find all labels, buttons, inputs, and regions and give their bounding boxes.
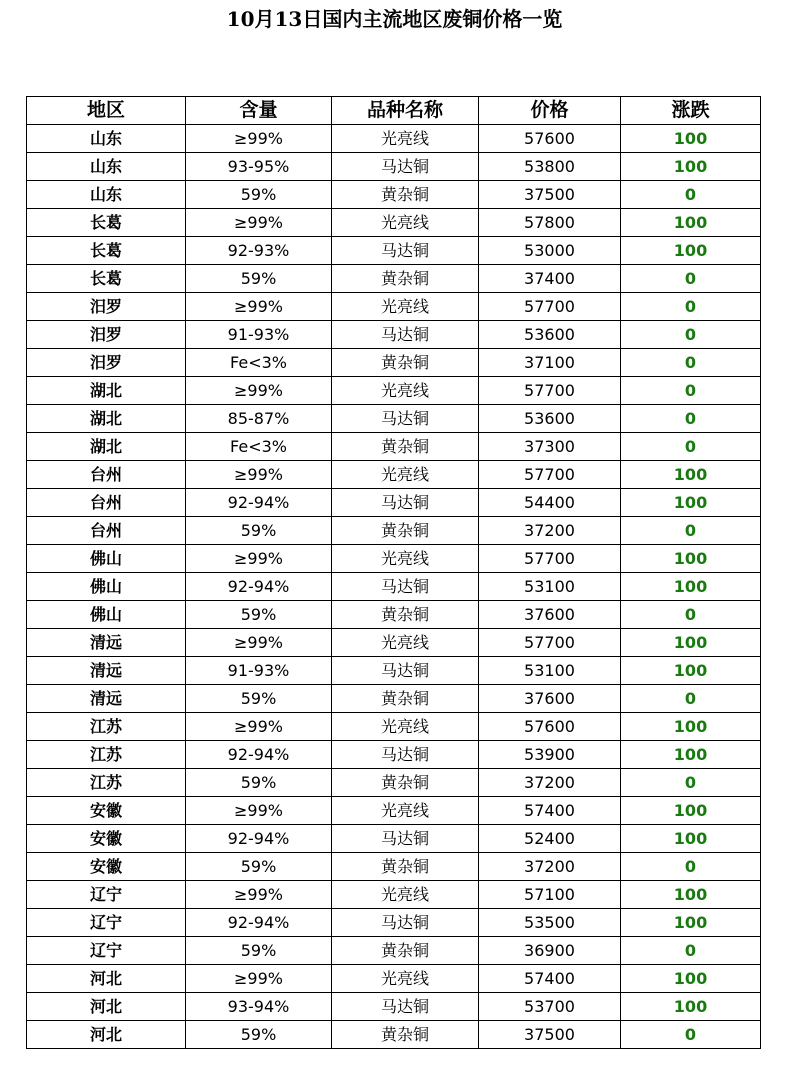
cell-price: 37200: [479, 769, 621, 797]
cell-content: Fe<3%: [186, 433, 332, 461]
header-variety: 品种名称: [332, 97, 479, 125]
cell-price: 53500: [479, 909, 621, 937]
table-row: [27, 853, 761, 881]
table-row: [27, 209, 761, 237]
cell-content: Fe<3%: [186, 349, 332, 377]
cell-content: ≥99%: [186, 461, 332, 489]
table-row: [27, 153, 761, 181]
cell-price: 54400: [479, 489, 621, 517]
table-row: [27, 545, 761, 573]
cell-change: 0: [621, 1021, 761, 1049]
cell-region: 辽宁: [27, 937, 186, 965]
cell-content: 93-95%: [186, 153, 332, 181]
cell-content: ≥99%: [186, 713, 332, 741]
cell-region: 湖北: [27, 405, 186, 433]
cell-price: 53900: [479, 741, 621, 769]
cell-region: 江苏: [27, 769, 186, 797]
table-row: [27, 1021, 761, 1049]
table-row: [27, 349, 761, 377]
cell-content: 91-93%: [186, 321, 332, 349]
cell-region: 湖北: [27, 377, 186, 405]
cell-price: 53100: [479, 657, 621, 685]
cell-price: 37600: [479, 601, 621, 629]
table-row: [27, 237, 761, 265]
cell-content: 59%: [186, 181, 332, 209]
cell-price: 37400: [479, 265, 621, 293]
cell-content: ≥99%: [186, 293, 332, 321]
cell-content: ≥99%: [186, 629, 332, 657]
table-row: [27, 377, 761, 405]
cell-price: 57100: [479, 881, 621, 909]
table-row: [27, 741, 761, 769]
cell-price: 53100: [479, 573, 621, 601]
cell-region: 河北: [27, 965, 186, 993]
cell-price: 37500: [479, 1021, 621, 1049]
cell-region: 湖北: [27, 433, 186, 461]
cell-change: 0: [621, 181, 761, 209]
cell-change: 100: [621, 965, 761, 993]
cell-content: 59%: [186, 853, 332, 881]
cell-content: 59%: [186, 937, 332, 965]
cell-change: 100: [621, 825, 761, 853]
cell-variety: 光亮线: [332, 713, 479, 741]
cell-price: 37200: [479, 853, 621, 881]
header-change: 涨跌: [621, 97, 761, 125]
cell-region: 江苏: [27, 713, 186, 741]
cell-content: 92-94%: [186, 573, 332, 601]
cell-price: 57800: [479, 209, 621, 237]
cell-price: 53800: [479, 153, 621, 181]
table-row: [27, 965, 761, 993]
cell-variety: 黄杂铜: [332, 601, 479, 629]
header-content: 含量: [186, 97, 332, 125]
cell-region: 山东: [27, 181, 186, 209]
cell-region: 江苏: [27, 741, 186, 769]
cell-change: 100: [621, 237, 761, 265]
cell-change: 100: [621, 573, 761, 601]
cell-change: 0: [621, 321, 761, 349]
cell-content: 59%: [186, 517, 332, 545]
cell-variety: 马达铜: [332, 825, 479, 853]
cell-change: 100: [621, 489, 761, 517]
cell-content: ≥99%: [186, 377, 332, 405]
cell-price: 53700: [479, 993, 621, 1021]
cell-content: 59%: [186, 265, 332, 293]
cell-change: 100: [621, 657, 761, 685]
cell-variety: 黄杂铜: [332, 1021, 479, 1049]
cell-variety: 马达铜: [332, 573, 479, 601]
cell-price: 57600: [479, 125, 621, 153]
cell-price: 37200: [479, 517, 621, 545]
cell-change: 100: [621, 881, 761, 909]
cell-region: 河北: [27, 1021, 186, 1049]
cell-region: 山东: [27, 125, 186, 153]
table-row: [27, 321, 761, 349]
cell-content: 92-94%: [186, 825, 332, 853]
cell-variety: 黄杂铜: [332, 769, 479, 797]
cell-change: 0: [621, 265, 761, 293]
cell-region: 安徽: [27, 853, 186, 881]
table-body: [27, 125, 761, 1049]
cell-variety: 马达铜: [332, 153, 479, 181]
table-row: [27, 461, 761, 489]
cell-change: 0: [621, 433, 761, 461]
cell-content: ≥99%: [186, 545, 332, 573]
cell-region: 台州: [27, 461, 186, 489]
cell-change: 0: [621, 685, 761, 713]
cell-change: 0: [621, 293, 761, 321]
cell-change: 0: [621, 601, 761, 629]
cell-region: 辽宁: [27, 881, 186, 909]
cell-variety: 黄杂铜: [332, 937, 479, 965]
cell-variety: 马达铜: [332, 237, 479, 265]
cell-variety: 光亮线: [332, 125, 479, 153]
cell-content: ≥99%: [186, 965, 332, 993]
cell-content: 59%: [186, 769, 332, 797]
cell-variety: 光亮线: [332, 881, 479, 909]
cell-variety: 光亮线: [332, 209, 479, 237]
cell-price: 57600: [479, 713, 621, 741]
cell-price: 57700: [479, 545, 621, 573]
cell-change: 100: [621, 629, 761, 657]
table-row: [27, 629, 761, 657]
cell-region: 辽宁: [27, 909, 186, 937]
cell-variety: 马达铜: [332, 741, 479, 769]
cell-content: ≥99%: [186, 209, 332, 237]
cell-content: 59%: [186, 1021, 332, 1049]
cell-price: 57700: [479, 629, 621, 657]
cell-variety: 黄杂铜: [332, 265, 479, 293]
cell-price: 37500: [479, 181, 621, 209]
cell-region: 清远: [27, 657, 186, 685]
cell-change: 100: [621, 909, 761, 937]
copper-price-table: [26, 96, 761, 1049]
cell-variety: 黄杂铜: [332, 685, 479, 713]
cell-change: 100: [621, 125, 761, 153]
cell-region: 长葛: [27, 237, 186, 265]
table-row: [27, 125, 761, 153]
table-row: [27, 573, 761, 601]
cell-region: 汨罗: [27, 321, 186, 349]
cell-content: 91-93%: [186, 657, 332, 685]
cell-change: 100: [621, 153, 761, 181]
cell-region: 佛山: [27, 573, 186, 601]
cell-variety: 黄杂铜: [332, 853, 479, 881]
cell-region: 长葛: [27, 265, 186, 293]
cell-region: 清远: [27, 629, 186, 657]
cell-change: 100: [621, 797, 761, 825]
table-row: [27, 797, 761, 825]
cell-variety: 黄杂铜: [332, 433, 479, 461]
cell-price: 57700: [479, 461, 621, 489]
cell-region: 台州: [27, 517, 186, 545]
table-header-row: [27, 97, 761, 125]
cell-variety: 马达铜: [332, 489, 479, 517]
cell-variety: 光亮线: [332, 545, 479, 573]
cell-variety: 黄杂铜: [332, 181, 479, 209]
table-row: [27, 909, 761, 937]
cell-change: 100: [621, 209, 761, 237]
cell-region: 长葛: [27, 209, 186, 237]
cell-variety: 光亮线: [332, 629, 479, 657]
cell-change: 0: [621, 517, 761, 545]
table-row: [27, 685, 761, 713]
cell-change: 0: [621, 377, 761, 405]
page-title: 10月13日国内主流地区废铜价格一览: [226, 7, 563, 31]
cell-region: 佛山: [27, 601, 186, 629]
cell-change: 100: [621, 461, 761, 489]
cell-content: 59%: [186, 601, 332, 629]
table-row: [27, 993, 761, 1021]
table-row: [27, 713, 761, 741]
cell-variety: 黄杂铜: [332, 517, 479, 545]
cell-variety: 黄杂铜: [332, 349, 479, 377]
cell-change: 0: [621, 769, 761, 797]
cell-region: 佛山: [27, 545, 186, 573]
cell-content: 92-94%: [186, 909, 332, 937]
cell-variety: 光亮线: [332, 797, 479, 825]
table-row: [27, 601, 761, 629]
table-row: [27, 825, 761, 853]
cell-content: 92-93%: [186, 237, 332, 265]
table-row: [27, 657, 761, 685]
cell-price: 57700: [479, 377, 621, 405]
cell-content: 93-94%: [186, 993, 332, 1021]
cell-variety: 马达铜: [332, 321, 479, 349]
cell-price: 37600: [479, 685, 621, 713]
header-region: 地区: [27, 97, 186, 125]
cell-content: ≥99%: [186, 797, 332, 825]
cell-region: 安徽: [27, 797, 186, 825]
table-row: [27, 937, 761, 965]
cell-region: 台州: [27, 489, 186, 517]
cell-change: 0: [621, 853, 761, 881]
cell-change: 100: [621, 545, 761, 573]
cell-price: 57700: [479, 293, 621, 321]
cell-price: 37300: [479, 433, 621, 461]
table-row: [27, 517, 761, 545]
cell-price: 57400: [479, 797, 621, 825]
cell-variety: 马达铜: [332, 993, 479, 1021]
table-row: [27, 769, 761, 797]
cell-content: 85-87%: [186, 405, 332, 433]
cell-price: 57400: [479, 965, 621, 993]
cell-region: 山东: [27, 153, 186, 181]
cell-price: 37100: [479, 349, 621, 377]
table-row: [27, 433, 761, 461]
table-row: [27, 181, 761, 209]
cell-variety: 光亮线: [332, 377, 479, 405]
cell-region: 安徽: [27, 825, 186, 853]
cell-change: 0: [621, 937, 761, 965]
cell-content: ≥99%: [186, 125, 332, 153]
cell-price: 53600: [479, 405, 621, 433]
cell-variety: 光亮线: [332, 965, 479, 993]
cell-price: 53600: [479, 321, 621, 349]
cell-variety: 马达铜: [332, 909, 479, 937]
cell-region: 清远: [27, 685, 186, 713]
cell-price: 53000: [479, 237, 621, 265]
header-price: 价格: [479, 97, 621, 125]
cell-region: 河北: [27, 993, 186, 1021]
table-row: [27, 489, 761, 517]
table-row: [27, 293, 761, 321]
cell-variety: 马达铜: [332, 657, 479, 685]
cell-region: 汨罗: [27, 293, 186, 321]
cell-price: 52400: [479, 825, 621, 853]
cell-variety: 光亮线: [332, 461, 479, 489]
cell-variety: 光亮线: [332, 293, 479, 321]
cell-change: 0: [621, 405, 761, 433]
cell-price: 36900: [479, 937, 621, 965]
cell-content: 92-94%: [186, 741, 332, 769]
cell-change: 100: [621, 741, 761, 769]
table-row: [27, 881, 761, 909]
cell-content: 92-94%: [186, 489, 332, 517]
cell-content: ≥99%: [186, 881, 332, 909]
cell-change: 100: [621, 993, 761, 1021]
cell-region: 汨罗: [27, 349, 186, 377]
cell-change: 100: [621, 713, 761, 741]
table-row: [27, 405, 761, 433]
table-row: [27, 265, 761, 293]
cell-change: 0: [621, 349, 761, 377]
cell-content: 59%: [186, 685, 332, 713]
cell-variety: 马达铜: [332, 405, 479, 433]
